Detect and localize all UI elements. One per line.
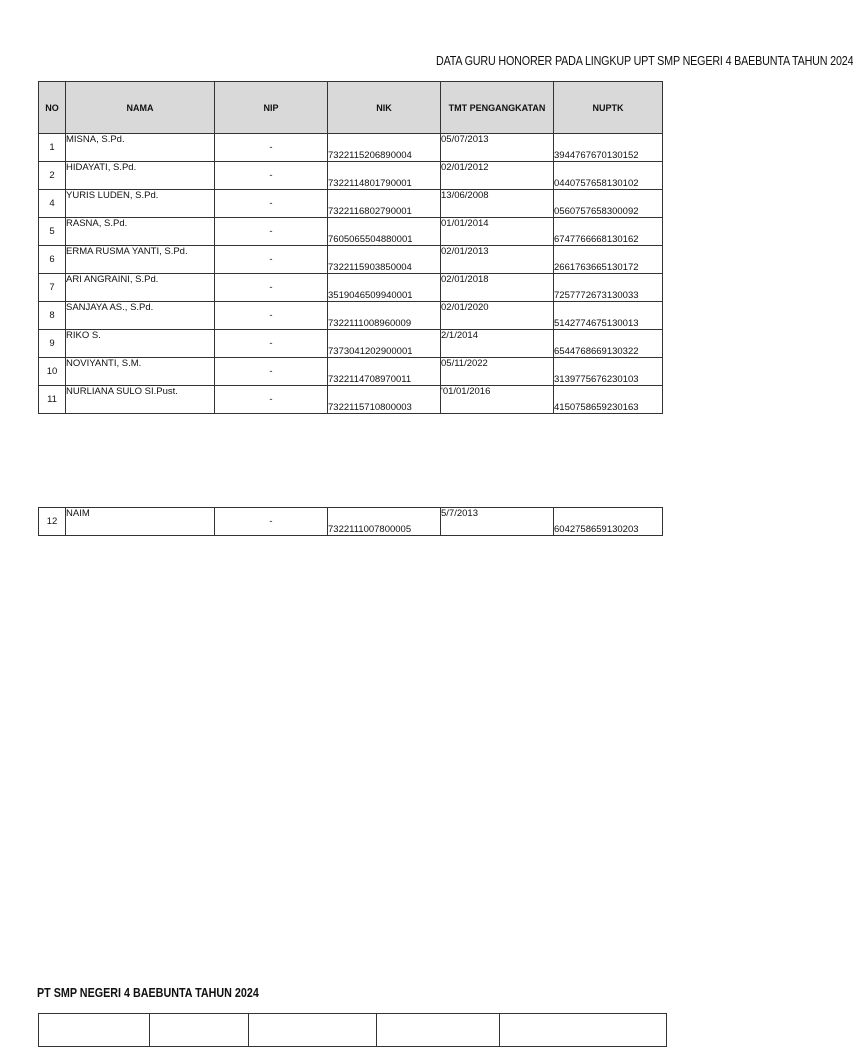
cell-no: 4 (39, 190, 66, 218)
table-row (39, 358, 663, 386)
cell-no: 12 (39, 508, 66, 536)
cell-nama: NURLIANA SULO SI.Pust. (66, 386, 215, 414)
cell-nuptk: 0440757658130102 (554, 162, 663, 190)
table-cell (39, 1014, 150, 1047)
column-header-nip: NIP (215, 82, 328, 134)
cell-nik: 3519046509940001 (328, 274, 441, 302)
column-header-tmt: TMT PENGANGKATAN (441, 82, 554, 134)
cell-no: 7 (39, 274, 66, 302)
cell-tmt: 02/01/2018 (441, 274, 554, 302)
extra-row-table (38, 507, 663, 536)
cell-nama: MISNA, S.Pd. (66, 134, 215, 162)
cell-nuptk: 3944767670130152 (554, 134, 663, 162)
cell-nik: 7373041202900001 (328, 330, 441, 358)
column-header-nik: NIK (328, 82, 441, 134)
cell-nik: 7322116802790001 (328, 190, 441, 218)
cell-nip: - (215, 134, 328, 162)
cell-no: 1 (39, 134, 66, 162)
title-continuation: PT SMP NEGERI 4 BAEBUNTA TAHUN 2024 (37, 986, 259, 1000)
cell-no: 6 (39, 246, 66, 274)
table-body (39, 134, 663, 414)
cell-nip: - (215, 246, 328, 274)
cell-tmt: 5/7/2013 (441, 508, 554, 536)
cell-no: 2 (39, 162, 66, 190)
cell-nip: - (215, 386, 328, 414)
cell-nik: 7322115903850004 (328, 246, 441, 274)
cell-nama: SANJAYA AS., S.Pd. (66, 302, 215, 330)
cell-nik: 7605065504880001 (328, 218, 441, 246)
cell-no: 11 (39, 386, 66, 414)
cell-nama: YURIS LUDEN, S.Pd. (66, 190, 215, 218)
continuation-table-header (38, 1013, 667, 1047)
cell-nuptk: 3139775676230103 (554, 358, 663, 386)
cell-nuptk: 6042758659130203 (554, 508, 663, 536)
cell-no: 10 (39, 358, 66, 386)
cell-nuptk: 6747766668130162 (554, 218, 663, 246)
table-row (39, 302, 663, 330)
cell-nama: HIDAYATI, S.Pd. (66, 162, 215, 190)
cell-nip: - (215, 190, 328, 218)
cell-nip: - (215, 162, 328, 190)
column-header-nuptk: NUPTK (554, 82, 663, 134)
cell-no: 5 (39, 218, 66, 246)
cell-nip: - (215, 508, 328, 536)
cell-tmt: 02/01/2013 (441, 246, 554, 274)
cell-nuptk: 2661763665130172 (554, 246, 663, 274)
cell-no: 9 (39, 330, 66, 358)
cell-tmt: '01/01/2016 (441, 386, 554, 414)
cell-nama: RASNA, S.Pd. (66, 218, 215, 246)
table-row (39, 386, 663, 414)
cell-nama: NAIM (66, 508, 215, 536)
table-row (39, 246, 663, 274)
cell-nik: 7322114708970011 (328, 358, 441, 386)
cell-nik: 7322115206890004 (328, 134, 441, 162)
cell-tmt: 01/01/2014 (441, 218, 554, 246)
cell-tmt: 2/1/2014 (441, 330, 554, 358)
table-row (39, 218, 663, 246)
column-header-no: NO (39, 82, 66, 134)
table-row (39, 330, 663, 358)
cell-nip: - (215, 218, 328, 246)
cell-nuptk: 4150758659230163 (554, 386, 663, 414)
cell-tmt: 13/06/2008 (441, 190, 554, 218)
document-title: DATA GURU HONORER PADA LINGKUP UPT SMP NEGERI 4 BAEBUNTA TAHUN 2024 (436, 54, 853, 68)
cell-nip: - (215, 302, 328, 330)
cell-nama: NOVIYANTI, S.M. (66, 358, 215, 386)
cell-nuptk: 5142774675130013 (554, 302, 663, 330)
table-row (39, 274, 663, 302)
cell-nik: 7322111008960009 (328, 302, 441, 330)
table-row (39, 508, 663, 536)
cell-nik: 7322115710800003 (328, 386, 441, 414)
cell-nik: 7322114801790001 (328, 162, 441, 190)
table-row (39, 1014, 667, 1047)
table-row (39, 162, 663, 190)
cell-nuptk: 7257772673130033 (554, 274, 663, 302)
cell-no: 8 (39, 302, 66, 330)
cell-nama: RIKO S. (66, 330, 215, 358)
cell-nuptk: 0560757658300092 (554, 190, 663, 218)
table-cell (150, 1014, 249, 1047)
table-header-row (39, 82, 663, 134)
cell-nuptk: 6544768669130322 (554, 330, 663, 358)
table-cell (377, 1014, 500, 1047)
teachers-table (38, 81, 663, 414)
cell-tmt: 05/07/2013 (441, 134, 554, 162)
cell-tmt: 02/01/2012 (441, 162, 554, 190)
cell-nik: 7322111007800005 (328, 508, 441, 536)
cell-tmt: 05/11/2022 (441, 358, 554, 386)
cell-nama: ARI ANGRAINI, S.Pd. (66, 274, 215, 302)
table-cell (500, 1014, 667, 1047)
table-cell (249, 1014, 377, 1047)
cell-nip: - (215, 330, 328, 358)
cell-nip: - (215, 274, 328, 302)
table-row (39, 134, 663, 162)
cell-tmt: 02/01/2020 (441, 302, 554, 330)
table-row (39, 190, 663, 218)
cell-nama: ERMA RUSMA YANTI, S.Pd. (66, 246, 215, 274)
column-header-nama: NAMA (66, 82, 215, 134)
cell-nip: - (215, 358, 328, 386)
